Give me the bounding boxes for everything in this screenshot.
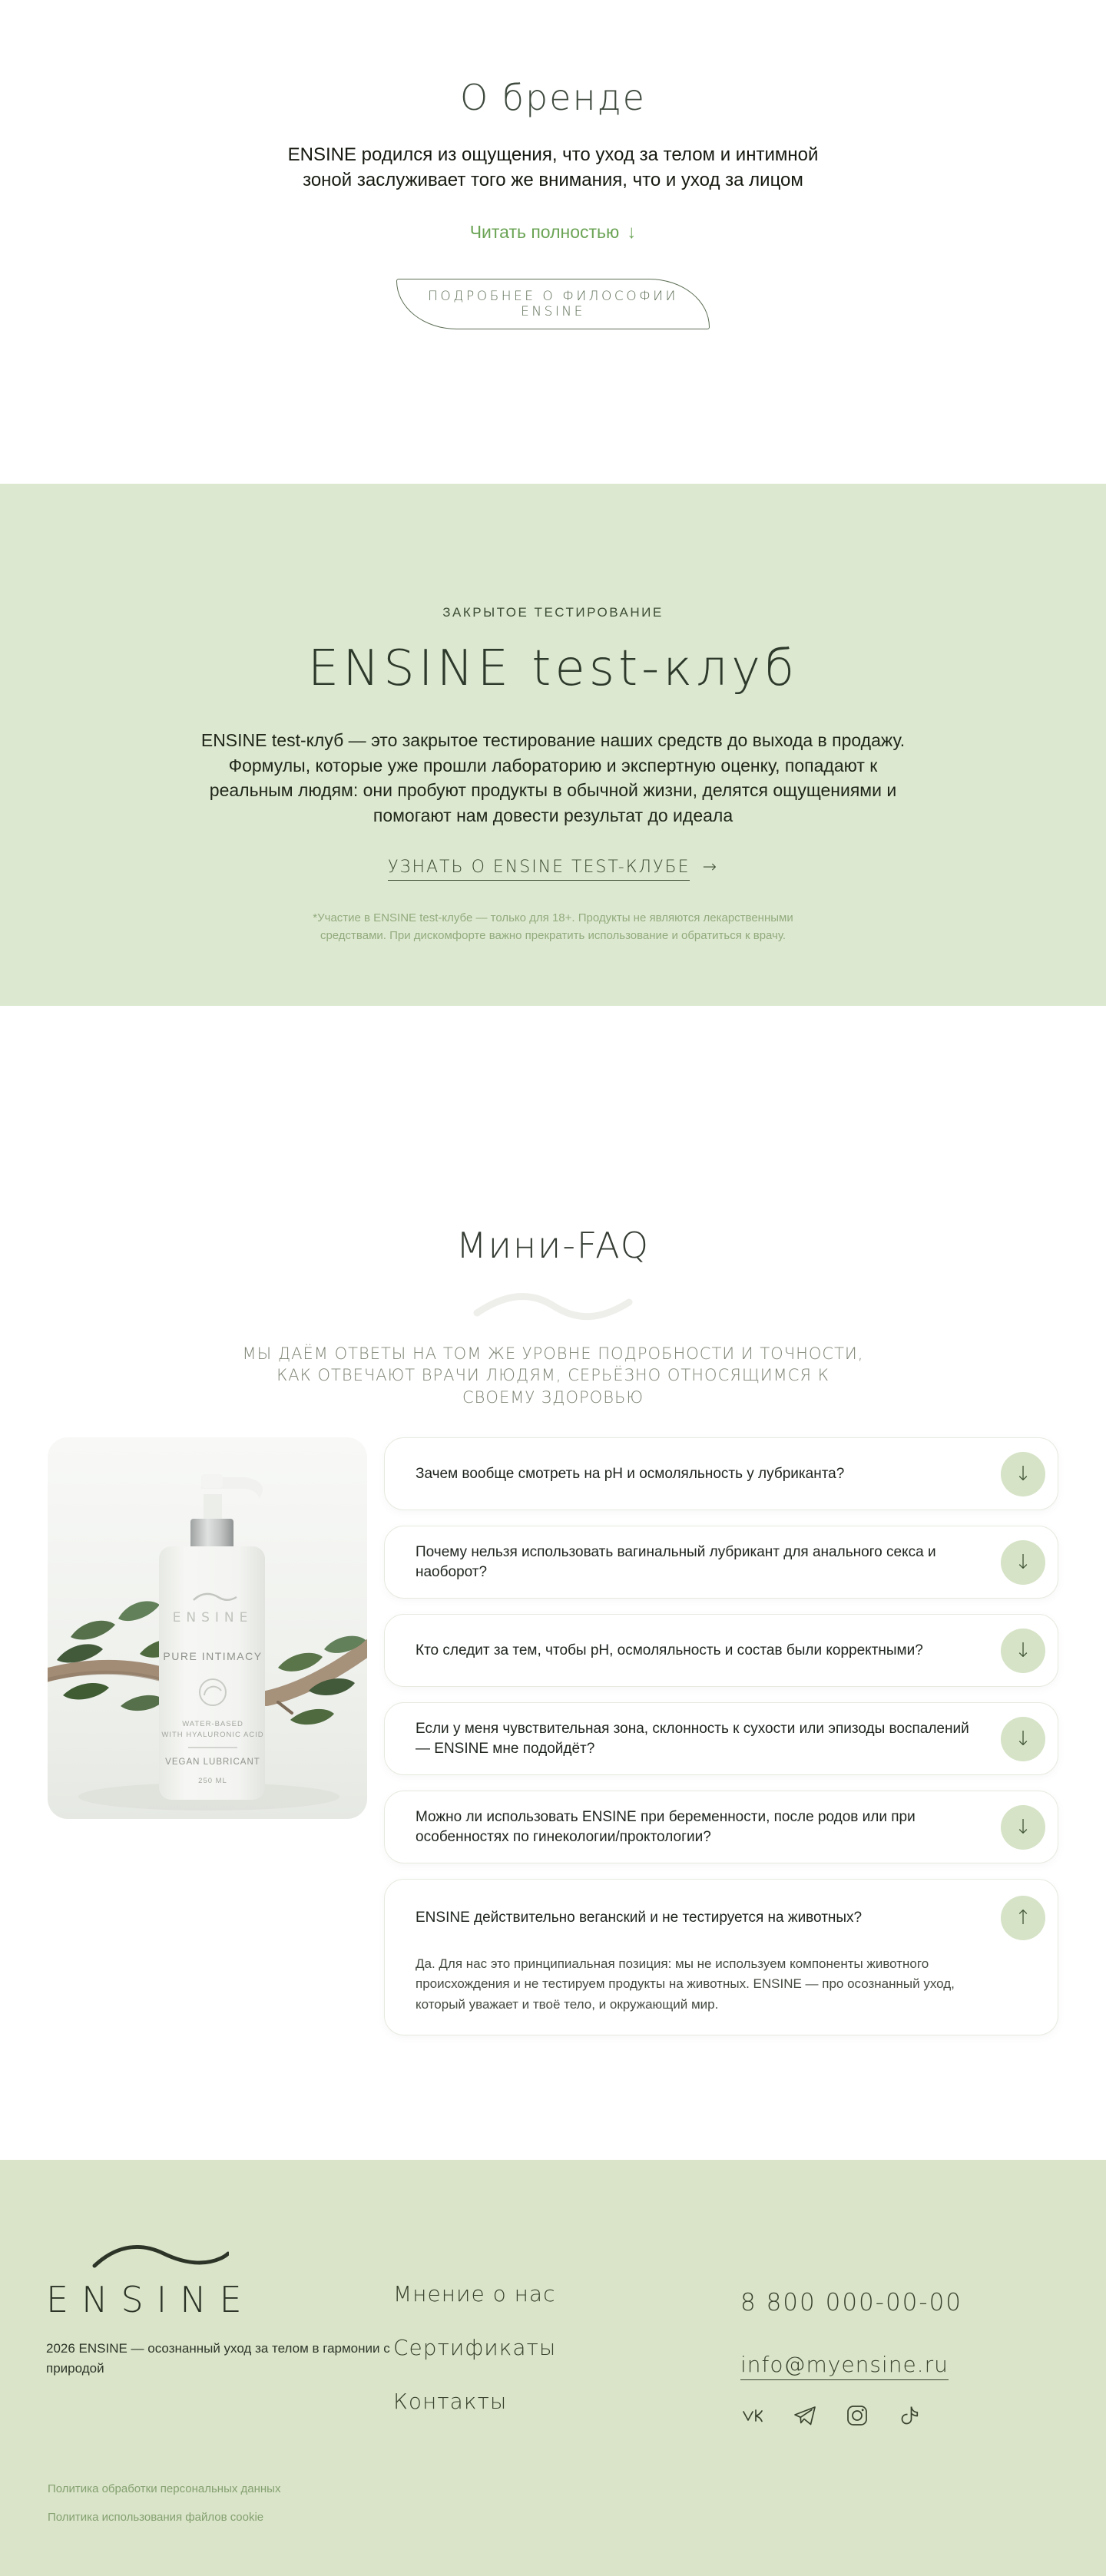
- bottle-product-name: PURE INTIMACY: [163, 1650, 263, 1663]
- expand-arrow-button[interactable]: [1001, 1717, 1045, 1761]
- test-club-link-label: УЗНАТЬ О ENSINE TEST-КЛУБЕ: [388, 858, 690, 881]
- bottle-type-label: VEGAN LUBRICANT: [165, 1758, 260, 1767]
- branch-stub: [278, 1702, 292, 1713]
- footer-link-contacts[interactable]: Контакты: [393, 2389, 508, 2414]
- bottle-brand-text: ENSINE: [172, 1610, 253, 1626]
- expand-arrow-button[interactable]: [1001, 1452, 1045, 1496]
- faq-item-1[interactable]: [384, 1437, 1058, 1510]
- bottle-feature-1: WATER-BASED: [182, 1720, 243, 1729]
- footer-policies: [48, 2482, 280, 2539]
- arrow-right-icon: →: [702, 857, 718, 877]
- telegram-icon[interactable]: [793, 2403, 817, 2428]
- faq-question: Почему нельзя использовать вагинальный лубрикант для анального секса и наоборот?: [416, 1543, 936, 1580]
- product-illustration: [48, 1437, 367, 1819]
- faq-item-4[interactable]: [384, 1702, 1058, 1775]
- about-section: [0, 0, 1106, 484]
- faq-title: Мини-FAQ: [455, 1225, 651, 1266]
- policy-personal-data-link[interactable]: Политика обработки персональных данных: [48, 2482, 281, 2495]
- faq-item-3[interactable]: [384, 1614, 1058, 1687]
- social-links: [740, 2403, 962, 2428]
- faq-question: Зачем вообще смотреть на pH и осмоляльность у лубриканта?: [416, 1465, 845, 1482]
- philosophy-button[interactable]: ПОДРОБНЕЕ О ФИЛОСОФИИ ENSINE: [396, 279, 710, 329]
- vk-icon[interactable]: [740, 2403, 765, 2428]
- bottle-pump: [201, 1474, 263, 1522]
- arrow-down-icon: ↓: [1015, 1815, 1031, 1839]
- footer-brand: [46, 2241, 407, 2379]
- bottle-feature-2: WITH HYALURONIC ACID: [161, 1731, 264, 1740]
- read-more-label: Читать полностью: [469, 222, 620, 243]
- footer-nav: [393, 2281, 556, 2442]
- faq-question: Кто следит за тем, чтобы pH, осмоляльность и состав были корректными?: [416, 1642, 923, 1658]
- arrow-down-icon: ↓: [627, 222, 637, 243]
- faq-question: ENSINE действительно веганский и не тестируется на животных?: [416, 1909, 863, 1926]
- test-club-title: ENSINE test-клуб: [307, 640, 799, 697]
- footer-email[interactable]: info@myensine.ru: [740, 2352, 949, 2380]
- arrow-up-icon: ↑: [1015, 1906, 1031, 1930]
- faq-subtitle: МЫ ДАЁМ ОТВЕТЫ НА ТОМ ЖЕ УРОВНЕ ПОДРОБНОСТИ И ТОЧНОСТИ, КАК ОТВЕЧАЮТ ВРАЧИ ЛЮДЯМ, СЕРЬЁЗНО ОТНОСЯЩИМСЯ К СВОЕМУ ЗДОРОВЬЮ: [242, 1344, 864, 1407]
- footer-link-opinions[interactable]: Мнение о нас: [393, 2281, 556, 2306]
- policy-cookies-link[interactable]: Политика использования файлов cookie: [48, 2511, 264, 2524]
- arrow-down-icon: ↓: [1015, 1639, 1031, 1662]
- footer-tagline: 2026 ENSINE — осознанный уход за телом в гармонии с природой: [46, 2341, 390, 2376]
- faq-item-6[interactable]: [384, 1879, 1058, 2035]
- faq-answer: Да. Для нас это принципиальная позиция: мы не используем компоненты животного происхождения и не тестируем продукты на животных. ENSINE — про осознанный уход, который уважает и твоё тело, и окружающий мир.: [416, 1956, 955, 2012]
- expand-arrow-button[interactable]: [1001, 1540, 1045, 1585]
- faq-list: [384, 1437, 1058, 2035]
- faq-item-2[interactable]: [384, 1526, 1058, 1599]
- test-club-eyebrow: ЗАКРЫТОЕ ТЕСТИРОВАНИЕ: [442, 605, 664, 620]
- read-more-link[interactable]: [470, 222, 637, 243]
- faq-section: [0, 1006, 1106, 2160]
- brand-wave-icon: [91, 2241, 229, 2270]
- faq-content: [48, 1437, 1058, 2035]
- arrow-down-icon: ↓: [1015, 1727, 1031, 1751]
- wave-divider-icon: [472, 1289, 634, 1324]
- instagram-icon[interactable]: [845, 2403, 869, 2428]
- collapse-arrow-button[interactable]: [1001, 1896, 1045, 1940]
- expand-arrow-button[interactable]: [1001, 1805, 1045, 1850]
- expand-arrow-button[interactable]: [1001, 1629, 1045, 1673]
- test-club-section: [0, 484, 1106, 1006]
- product-photo: [48, 1437, 367, 1819]
- test-club-disclaimer: *Участие в ENSINE test-клубе — только для 18+. Продукты не являются лекарственными средствами. При дискомфорте важно прекратить использование и обратиться к врачу.: [313, 911, 793, 942]
- faq-item-5[interactable]: [384, 1791, 1058, 1863]
- bottle-collar: [190, 1519, 233, 1549]
- about-title: О бренде: [459, 77, 646, 118]
- footer-phone[interactable]: 8 800 000-00-00: [740, 2289, 963, 2316]
- footer-contacts: [740, 2289, 962, 2428]
- about-description: ENSINE родился из ощущения, что уход за телом и интимной зоной заслуживает того же внимания, что и уход за лицом: [287, 144, 819, 190]
- footer: [0, 2160, 1106, 2576]
- arrow-down-icon: ↓: [1015, 1550, 1031, 1574]
- footer-logo: ENSINE: [46, 2279, 255, 2320]
- test-club-link[interactable]: [388, 858, 718, 877]
- faq-question: Можно ли использовать ENSINE при беременности, после родов или при особенностях по гинекологии/проктологии?: [416, 1808, 916, 1845]
- tiktok-icon[interactable]: [897, 2403, 922, 2428]
- arrow-down-icon: ↓: [1015, 1462, 1031, 1486]
- test-club-description: ENSINE test-клуб — это закрытое тестирование наших средств до выхода в продажу. Формулы, которые уже прошли лабораторию и экспертную оценку, попадают к реальным людям: они пробуют продукты в обычной жизни, делятся ощущениями и помогают нам довести результат до идеала: [200, 730, 906, 825]
- footer-link-certificates[interactable]: Сертификаты: [393, 2335, 557, 2360]
- bottle-volume: 250 ML: [198, 1777, 227, 1786]
- faq-question: Если у меня чувствительная зона, склонность к сухости или эпизоды воспалений — ENSINE мне подойдёт?: [416, 1720, 969, 1757]
